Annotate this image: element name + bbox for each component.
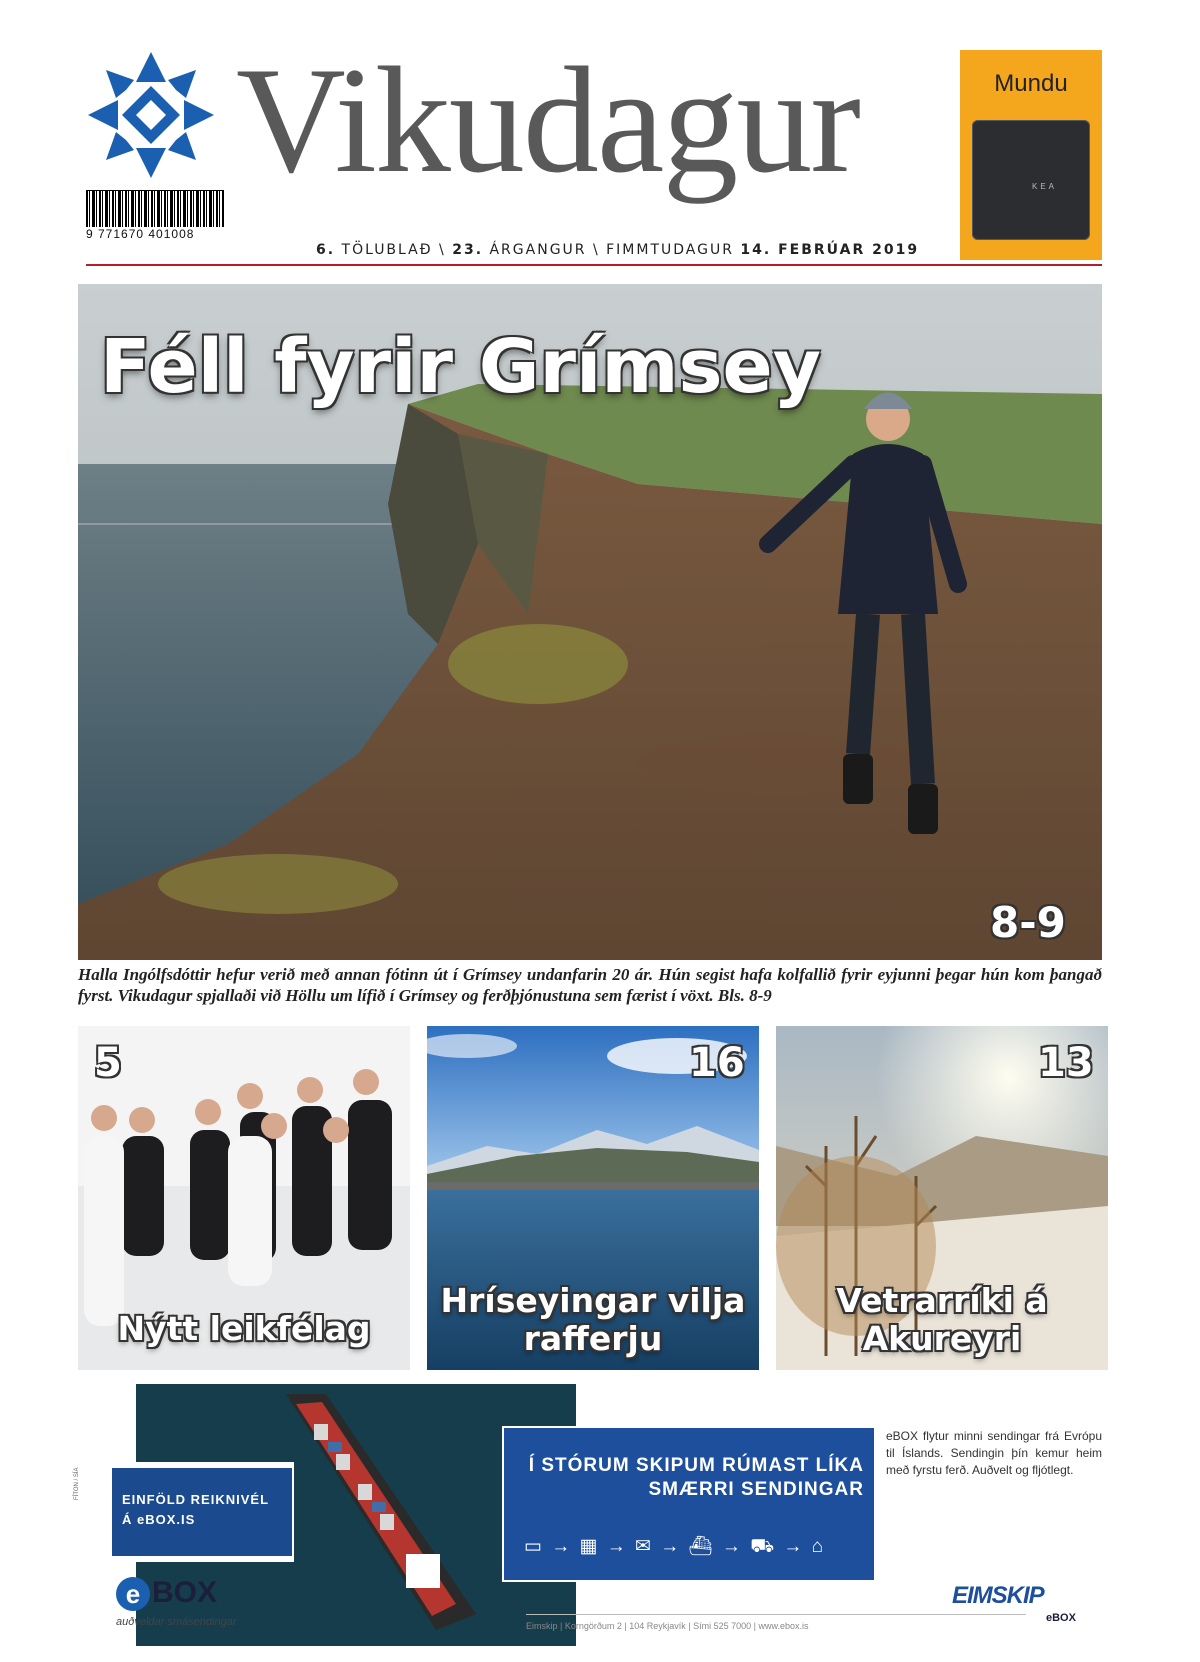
envelope-icon: ✉ [635, 1536, 653, 1557]
eimskip-ebox-logo: eBOX [1046, 1612, 1076, 1624]
volume-number: 23. [452, 242, 484, 258]
main-caption: Halla Ingólfsdóttir hefur verið með annan fótinn út í Grímsey undanfarin 20 ár. Hún segist hafa kolfallið fyrir eyjunni þegar hún kom þangað fyrst. Vikudagur spjallaði við Höllu um lífið í Grímsey og ferðþjónustuna sem færist í vöxt. Bls. 8-9 [78, 965, 1102, 1005]
ad-calculator-box[interactable] [104, 1462, 294, 1562]
barcode-number: 9 771670 401008 [86, 227, 195, 241]
ebox-advertisement[interactable] [74, 1384, 1102, 1646]
ship-icon: ⛴ [688, 1536, 715, 1557]
ad-calculator-panel [112, 1468, 292, 1556]
ad-headline-box [502, 1426, 876, 1582]
story-tile-winter[interactable] [776, 1026, 1108, 1370]
promo-card-text: KEA [1032, 182, 1058, 191]
promo-box[interactable] [960, 50, 1102, 260]
issue-label: TÖLUBLAÐ \ [341, 242, 446, 258]
tile-page-number: 5 [94, 1040, 122, 1086]
volume-label: ÁRGANGUR \ FIMMTUDAGUR [489, 242, 734, 258]
ebox-logo-e: e [116, 1577, 150, 1611]
main-headline[interactable]: Féll fyrir Grímsey [100, 324, 821, 410]
ad-headline-line1: Í STÓRUM SKIPUM RÚMAST LÍKA [528, 1455, 864, 1476]
tile-title: Vetrarríki á Akureyri [836, 1281, 1048, 1358]
promo-card-image [972, 120, 1090, 240]
promo-label: Mundu [994, 70, 1068, 97]
ad-headline [504, 1454, 864, 1502]
ad-headline-line2: SMÆRRI SENDINGAR [648, 1479, 864, 1500]
issue-number: 6. [316, 242, 336, 258]
barcode [86, 190, 224, 242]
ad-footer: Eimskip | Korngörðum 2 | 104 Reykjavík | Sími 525 7000 | www.ebox.is [526, 1621, 809, 1631]
issue-date: 14. FEBRÚAR 2019 [740, 242, 920, 258]
tile-title: Hríseyingar vilja rafferju [440, 1281, 746, 1358]
ad-divider [526, 1614, 1026, 1615]
masthead-title: Vikudagur [236, 36, 859, 204]
ad-agency-credit: FÍTON / SÍA [74, 1467, 80, 1500]
ad-calculator-line1: EINFÖLD REIKNIVÉL [122, 1492, 270, 1507]
ad-body-text: eBOX flytur minni sendingar frá Evrópu til Íslands. Sendingin þín kemur heim með fyrstu ferð. Auðvelt og fljótlegt. [886, 1429, 1102, 1477]
ebox-logo [116, 1576, 217, 1611]
barcode-bars [86, 190, 224, 227]
ad-process-icons: ▭ → ▦ → ✉ → ⛴ → ⛟ → ⌂ [524, 1536, 826, 1557]
newspaper-logo-star [86, 50, 216, 180]
calculator-icon: ▦ [579, 1536, 600, 1557]
issue-line [316, 242, 919, 258]
truck-icon: ⛟ [750, 1536, 777, 1557]
ebox-slogan: auðveldar smásendingar [116, 1616, 237, 1628]
tile-title: Nýtt leikfélag [117, 1309, 371, 1348]
main-page-reference: 8-9 [990, 898, 1066, 947]
laptop-icon: ▭ [524, 1536, 544, 1557]
eimskip-logo: EIMSKIP [952, 1582, 1044, 1609]
tile-page-number: 16 [689, 1040, 745, 1086]
tile-page-number: 13 [1038, 1040, 1094, 1086]
house-icon: ⌂ [811, 1536, 826, 1557]
ad-calculator-text [122, 1490, 269, 1530]
masthead-rule [86, 264, 1102, 266]
ebox-logo-text: BOX [152, 1576, 218, 1609]
story-tile-ferry[interactable] [427, 1026, 759, 1370]
story-tile-theatre[interactable] [78, 1026, 410, 1370]
ad-calculator-line2: Á eBOX.IS [122, 1512, 196, 1527]
